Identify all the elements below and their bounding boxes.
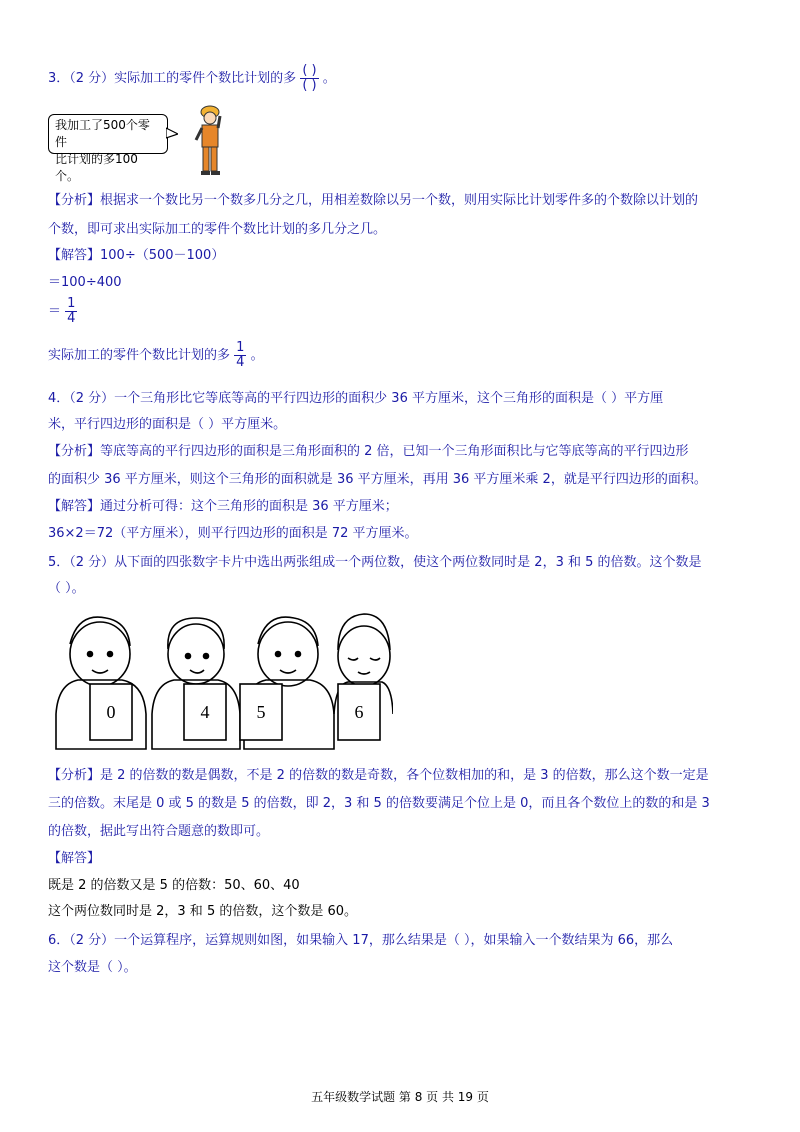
q3-conclusion-fraction xyxy=(234,341,246,370)
q3-answer-line-2: ＝100÷400 xyxy=(48,275,122,290)
bubble-line-2: 比计划的多100个。 xyxy=(55,152,138,183)
q5-line-2: （ ）。 xyxy=(48,581,85,596)
q4-line-2: 米，平行四边形的面积是（ ）平方厘米。 xyxy=(48,417,287,432)
bubble-tail xyxy=(166,126,178,140)
card-4-label: 4 xyxy=(200,702,210,722)
q5-answer-line-1: 既是 2 的倍数又是 5 的倍数：50、60、40 xyxy=(48,878,300,893)
speech-bubble xyxy=(48,114,168,183)
q3-frac-den: ( ) xyxy=(302,78,317,93)
card-0-label: 0 xyxy=(106,702,116,722)
q6-line-2: 这个数是（ ）。 xyxy=(48,960,137,975)
q5-line-1: 5．（2 分）从下面的四张数字卡片中选出两张组成一个两位数，使这个两位数同时是 2，3 和 5 的倍数。这个数是 xyxy=(48,555,702,570)
page-footer: 五年级数学试题 第 8 页 共 19 页 xyxy=(311,1090,489,1104)
card-5-label: 5 xyxy=(256,702,266,722)
q3-answer-num: 1 xyxy=(67,296,76,311)
bubble-line-1: 我加工了500个零件 xyxy=(55,118,150,149)
q5-answer-line-2: 这个两位数同时是 2，3 和 5 的倍数，这个数是 60。 xyxy=(48,904,358,919)
q5-answer-label: 【解答】 xyxy=(48,851,101,866)
q3-conclusion-den: 4 xyxy=(236,355,245,370)
q4-analysis-line-2: 的面积少 36 平方厘米，则这个三角形的面积就是 36 平方厘米，再用 36 平方厘米乘 2，就是平行四边形的面积。 xyxy=(48,472,707,487)
q3-answer-line-1: 【解答】100÷（500－100） xyxy=(48,248,225,263)
q6-line-1: 6．（2 分）一个运算程序，运算规则如图，如果输入 17，那么结果是（ ），如果输入一个数结果为 66，那么 xyxy=(48,933,674,948)
q3-stem-text: 3．（2 分）实际加工的零件个数比计划的多 xyxy=(48,71,297,86)
q4-line-1: 4．（2 分）一个三角形比它等底等高的平行四边形的面积少 36 平方厘米，这个三角形的面积是（ ）平方厘 xyxy=(48,391,664,406)
q3-conclusion-text: 实际加工的零件个数比计划的多 xyxy=(48,348,231,363)
q3-stem xyxy=(48,64,336,93)
worker-illustration xyxy=(190,100,230,180)
q5-analysis-line-2: 三的倍数。末尾是 0 或 5 的数是 5 的倍数，即 2，3 和 5 的倍数要满足个位上是 0，而且各个数位上的数的和是 3 xyxy=(48,796,710,811)
q3-stem-end: 。 xyxy=(322,71,336,86)
q3-conclusion-num: 1 xyxy=(236,340,245,355)
q3-frac-num: ( ) xyxy=(302,63,317,78)
q3-analysis-line-2: 个数，即可求出实际加工的零件个数比计划的多几分之几。 xyxy=(48,222,387,237)
children-cards-illustration xyxy=(48,604,393,754)
q4-answer-line-2: 36×2＝72（平方厘米），则平行四边形的面积是 72 平方厘米。 xyxy=(48,526,418,541)
q3-answer-fraction xyxy=(65,297,77,326)
q4-analysis-line-1: 【分析】等底等高的平行四边形的面积是三角形面积的 2 倍，已知一个三角形面积比与它等底等高的平行四边形 xyxy=(48,444,689,459)
q3-analysis-line-1: 【分析】根据求一个数比另一个数多几分之几，用相差数除以另一个数，则用实际比计划零件多的个数除以计划的 xyxy=(48,193,699,208)
q5-analysis-line-3: 的倍数，据此写出符合题意的数即可。 xyxy=(48,824,270,839)
card-6-label: 6 xyxy=(354,702,364,722)
q3-answer-den: 4 xyxy=(67,311,76,326)
q3-conclusion xyxy=(48,341,264,370)
q3-answer-equals: ＝ xyxy=(48,304,62,319)
q3-conclusion-end: 。 xyxy=(250,348,264,363)
q3-blank-fraction xyxy=(300,64,318,93)
q3-answer-line-3 xyxy=(48,297,77,326)
q5-analysis-line-1: 【分析】是 2 的倍数的数是偶数，不是 2 的倍数的数是奇数，各个位数相加的和，是 3 的倍数，那么这个数一定是 xyxy=(48,768,709,783)
q4-answer-line-1: 【解答】通过分析可得：这个三角形的面积是 36 平方厘米； xyxy=(48,499,398,514)
